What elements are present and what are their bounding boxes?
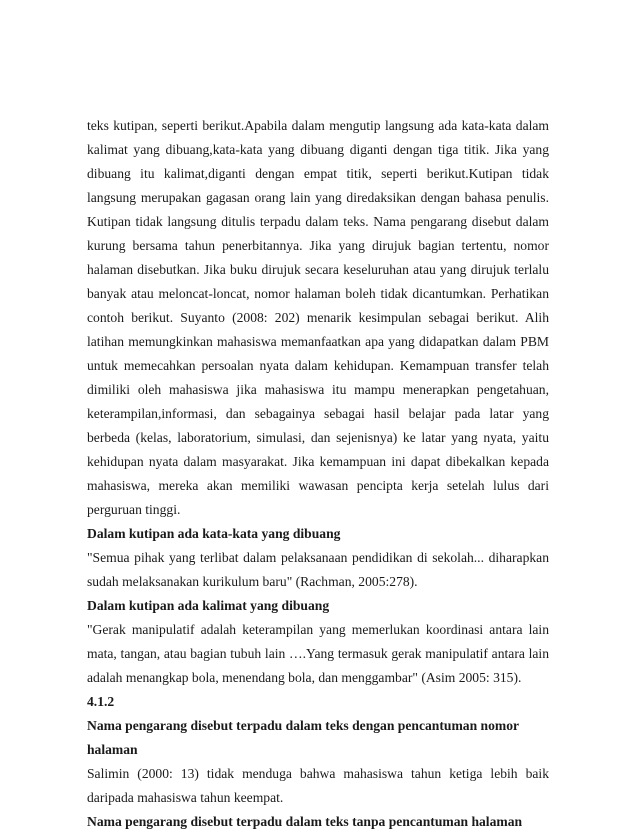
body-paragraph: Salimin (2000: 13) tidak menduga bahwa mahasiswa tahun ketiga lebih baik daripada mahasiswa tahun keempat. — [87, 766, 549, 805]
section-heading: Dalam kutipan ada kalimat yang dibuang — [87, 598, 330, 613]
section-heading: Nama pengarang disebut terpadu dalam teks dengan pencantuman nomor halaman — [87, 718, 519, 757]
quote-paragraph: "Gerak manipulatif adalah keterampilan yang memerlukan koordinasi antara lain mata, tangan, atau bagian tubuh lain ….Yang termasuk gerak manipulatif antara lain adalah menangkap bola, menendang bola, dan menggambar" (Asim 2005: 315). — [87, 622, 549, 685]
section-heading: Dalam kutipan ada kata-kata yang dibuang — [87, 526, 341, 541]
section-number: 4.1.2 — [87, 694, 115, 709]
quote-paragraph: "Semua pihak yang terlibat dalam pelaksanaan pendidikan di sekolah... diharapkan sudah melaksanakan kurikulum baru" (Rachman, 2005:278). — [87, 550, 549, 589]
body-paragraph: teks kutipan, seperti berikut.Apabila dalam mengutip langsung ada kata-kata dalam kalimat yang dibuang,kata-kata yang dibuang diganti dengan tiga titik. Jika yang dibuang itu kalimat,diganti dengan empat titik, seperti berikut.Kutipan tidak langsung merupakan gagasan orang lain yang diredaksikan dengan bahasa penulis. Kutipan tidak langsung ditulis terpadu dalam teks. Nama pengarang disebut dalam kurung bersama tahun penerbitannya. Jika yang dirujuk bagian tertentu, nomor halaman disebutkan. Jika buku dirujuk secara keseluruhan atau yang dirujuk terlalu banyak atau meloncat-loncat, nomor halaman boleh tidak dicantumkan. Perhatikan contoh berikut. Suyanto (2008: 202) menarik kesimpulan sebagai berikut. Alih latihan memungkinkan mahasiswa memanfaatkan apa yang didapatkan dalam PBM untuk memecahkan persoalan nyata dalam kehidupan. Kemampuan transfer telah dimiliki oleh mahasiswa jika mahasiswa itu mampu menerapkan pengetahuan, keterampilan,informasi, dan sebagainya sebagai hasil belajar pada latar yang berbeda (kelas, laboratorium, simulasi, dan sejenisnya) ke latar yang nyata, yaitu kehidupan nyata dalam masyarakat. Jika kemampuan ini dapat dibekalkan kepada mahasiswa, mereka akan memiliki wawasan pencipta kerja setelah lulus dari perguruan tinggi. — [87, 118, 549, 517]
document-body — [87, 114, 549, 834]
section-heading: Nama pengarang disebut terpadu dalam teks tanpa pencantuman halaman — [87, 814, 523, 829]
